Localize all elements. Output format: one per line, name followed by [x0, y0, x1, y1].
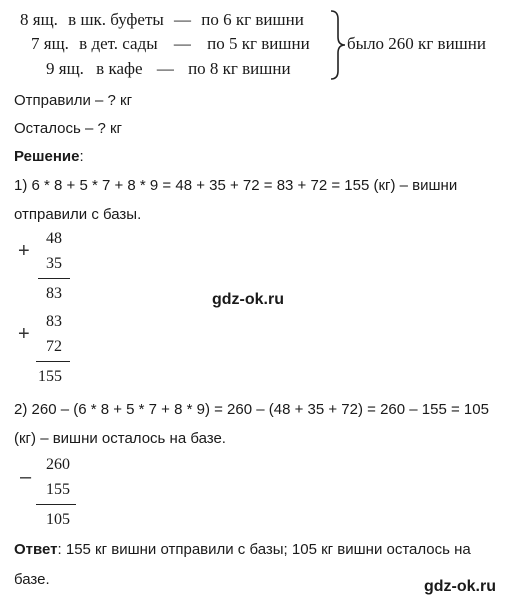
answer-line1 — [14, 541, 471, 558]
difference-result: 105 — [46, 511, 70, 528]
question-sent: Отправили – ? кг — [14, 92, 133, 109]
per: по 6 кг вишни — [201, 10, 304, 29]
sum-result: 155 — [38, 368, 62, 385]
per: по 5 кг вишни — [207, 34, 310, 53]
addend-b: 35 — [46, 255, 62, 272]
solution-heading — [14, 148, 84, 165]
per: по 8 кг вишни — [188, 59, 291, 78]
place: в кафе — [96, 59, 143, 78]
addend-a: 83 — [46, 313, 62, 330]
condition-row-2 — [31, 34, 310, 54]
dash: — — [174, 10, 192, 29]
step2-line2: (кг) – вишни осталось на базе. — [14, 430, 226, 447]
boxes: 7 ящ. — [31, 34, 69, 53]
boxes: 8 ящ. — [20, 10, 58, 29]
plus-icon: + — [18, 323, 30, 345]
step2-line1: 2) 260 – (6 * 8 + 5 * 7 + 8 * 9) = 260 – (48 + 35 + 72) = 260 – 155 = 105 — [14, 401, 489, 418]
answer-text: : 155 кг вишни отправили с базы; 105 кг вишни осталось на — [57, 541, 471, 558]
solution-heading-label: Решение — [14, 148, 80, 165]
question-left: Осталось – ? кг — [14, 120, 123, 137]
total-text: было 260 кг вишни — [347, 34, 486, 53]
plus-icon: + — [18, 240, 30, 262]
step1-line1: 1) 6 * 8 + 5 * 7 + 8 * 9 = 48 + 35 + 72 = 83 + 72 = 155 (кг) – вишни — [14, 177, 458, 194]
condition-row-3 — [46, 59, 291, 79]
condition-row-1 — [20, 10, 304, 30]
step1-line2: отправили с базы. — [14, 206, 142, 223]
answer-line2: базе. — [14, 571, 50, 588]
place: в дет. сады — [79, 34, 158, 53]
dash: — — [156, 59, 174, 78]
sum-line — [38, 278, 70, 279]
addend-b: 72 — [46, 338, 62, 355]
minuend: 260 — [46, 456, 70, 473]
subtrahend: 155 — [46, 481, 70, 498]
watermark-center: gdz-ok.ru — [212, 291, 284, 308]
solution-heading-colon: : — [79, 148, 84, 165]
answer-label: Ответ — [14, 541, 58, 558]
boxes: 9 ящ. — [46, 59, 84, 78]
watermark-bottom: gdz-ok.ru — [424, 578, 496, 595]
addend-a: 48 — [46, 230, 62, 247]
sum-result: 83 — [46, 285, 62, 302]
right-brace-icon — [329, 9, 347, 81]
sum-line — [36, 361, 70, 362]
difference-line — [36, 504, 76, 505]
minus-icon: – — [20, 466, 32, 488]
place: в шк. буфеты — [68, 10, 164, 29]
dash: — — [173, 34, 191, 53]
